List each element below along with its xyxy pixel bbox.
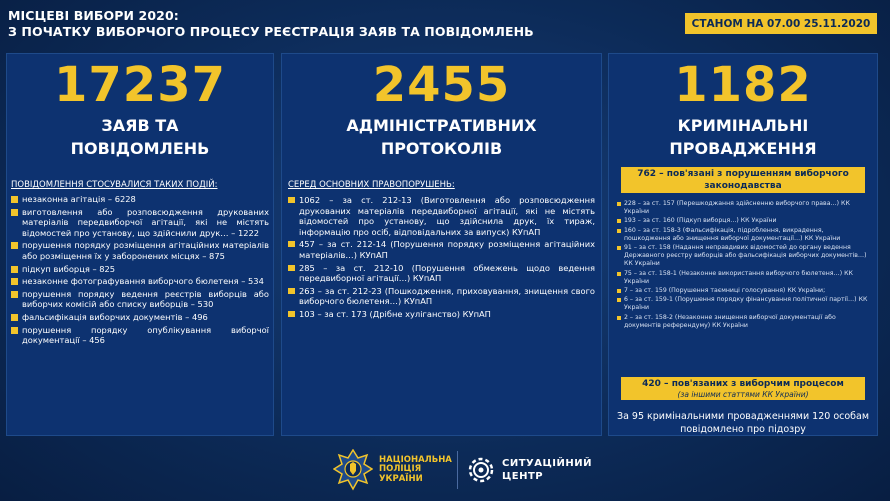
bullet-icon	[617, 289, 621, 293]
criminal-label-1: КРИМІНАЛЬНІ	[677, 116, 809, 135]
electoral-process-note: (за іншими статтями КК України)	[677, 390, 809, 399]
police-badge-icon	[333, 449, 373, 491]
bullet-icon	[288, 197, 295, 203]
electoral-process-count: 420 – пов'язаних з виборчим процесом	[642, 379, 844, 389]
police-name: НАЦІОНАЛЬНА ПОЛІЦІЯ УКРАЇНИ	[379, 454, 452, 484]
list-item: 193 – за ст. 160 (Підкуп виборця…) КК України	[617, 217, 871, 225]
list-item: 228 – за ст. 157 (Перешкоджання здійсненню виборчого права…) КК України	[617, 200, 871, 216]
protocols-label-1: АДМІНІСТРАТИВНИХ	[346, 116, 537, 135]
bullet-icon	[288, 311, 295, 317]
list-item: 91 – за ст. 158 (Надання неправдивих відомостей до органу ведення Державного реєстру виборців або фальсифікація виборчих документів…) КК України	[617, 244, 871, 268]
list-item: 103 – за ст. 173 (Дрібне хуліганство) КУпАП	[288, 309, 595, 320]
list-item: порушення порядку розміщення агітаційних матеріалів або розміщення їх у заборонених місцях – 875	[11, 240, 269, 261]
suspicion-note: За 95 кримінальними провадженнями 120 особам повідомлено про підозру	[616, 411, 870, 435]
list-item: порушення порядку ведення реєстрів виборців або виборчих комісій або списку виборців – 530	[11, 289, 269, 310]
bullet-icon	[288, 265, 295, 271]
protocols-list	[288, 195, 595, 322]
list-item: порушення порядку опублікування виборчої документації – 456	[11, 325, 269, 346]
list-item: 1062 – за ст. 212-13 (Виготовлення або розповсюдження друкованих матеріалів передвиборної агітації, які не містять відомостей про установу, що здійснила друк, їх тираж, інформацію про осіб, відповідальних за випуск) КУпАП	[288, 195, 595, 237]
protocols-section-title: СЕРЕД ОСНОВНИХ ПРАВОПОРУШЕНЬ:	[288, 180, 455, 190]
electoral-violations-box: 762 – пов'язані з порушенням виборчого законодавства	[621, 167, 865, 193]
panel-statements	[6, 53, 274, 436]
statements-label-2: ПОВІДОМЛЕНЬ	[70, 139, 210, 158]
list-item: 160 – за ст. 158-3 (Фальсифікація, підроблення, викрадення, пошкодження або знищення виборчої документації…) КК України	[617, 227, 871, 243]
list-item: виготовлення або розповсюдження друкованих матеріалів передвиборчої агітації, які не містять відомостей про установу, що здійснили друк… – 1222	[11, 207, 269, 239]
bullet-icon	[11, 278, 18, 285]
bullet-icon	[11, 291, 18, 298]
header	[8, 8, 534, 40]
bullet-icon	[11, 242, 18, 249]
statements-list	[11, 194, 269, 348]
page-subtitle: З ПОЧАТКУ ВИБОРЧОГО ПРОЦЕСУ РЕЄСТРАЦІЯ ЗАЯВ ТА ПОВІДОМЛЕНЬ	[8, 24, 534, 39]
bullet-icon	[288, 288, 295, 294]
footer-logos	[333, 445, 594, 495]
date-badge: СТАНОМ НА 07.00 25.11.2020	[685, 13, 877, 34]
bullet-icon	[617, 298, 621, 302]
bullet-icon	[11, 327, 18, 334]
list-item: 2 – за ст. 158-2 (Незаконне знищення виборчої документації або документів референдуму) КК України	[617, 314, 871, 330]
bullet-icon	[617, 246, 621, 250]
list-item: 263 – за ст. 212-23 (Пошкодження, приховування, знищення свого виборчого бюлетеня…) КУпАП	[288, 286, 595, 307]
criminal-list	[617, 200, 871, 331]
situation-center-name: СИТУАЦІЙНИЙ ЦЕНТР	[502, 458, 592, 482]
bullet-icon	[11, 209, 18, 216]
bullet-icon	[11, 196, 18, 203]
protocols-count: 2455	[372, 57, 511, 113]
bullet-icon	[617, 272, 621, 276]
criminal-label-2: ПРОВАДЖЕННЯ	[669, 139, 817, 158]
bullet-icon	[11, 314, 18, 321]
list-item: незаконна агітація – 6228	[11, 194, 269, 205]
list-item: підкуп виборця – 825	[11, 264, 269, 275]
footer-divider	[457, 451, 458, 489]
bullet-icon	[617, 229, 621, 233]
list-item: незаконне фотографування виборчого бюлетеня – 534	[11, 276, 269, 287]
bullet-icon	[617, 202, 621, 206]
list-item: фальсифікація виборчих документів – 496	[11, 312, 269, 323]
list-item: 75 – за ст. 158-1 (Незаконне використання виборчого бюлетеня…) КК України	[617, 270, 871, 286]
statements-section-title: ПОВІДОМЛЕННЯ СТОСУВАЛИСЯ ТАКИХ ПОДІЙ:	[11, 180, 218, 190]
criminal-count: 1182	[674, 57, 812, 113]
panel-criminal	[608, 53, 878, 436]
electoral-process-box	[621, 377, 865, 400]
list-item: 457 – за ст. 212-14 (Порушення порядку розміщення агітаційних матеріалів…) КУпАП	[288, 239, 595, 260]
bullet-icon	[617, 219, 621, 223]
protocols-label-2: ПРОТОКОЛІВ	[380, 139, 503, 158]
bullet-icon	[11, 266, 18, 273]
gear-icon	[464, 453, 498, 487]
bullet-icon	[288, 241, 295, 247]
list-item: 285 – за ст. 212-10 (Порушення обмежень щодо ведення передвиборної агітації…) КУпАП	[288, 263, 595, 284]
statements-count: 17237	[54, 57, 226, 113]
bullet-icon	[617, 316, 621, 320]
panel-protocols	[281, 53, 602, 436]
list-item: 7 – за ст. 159 (Порушення таємниці голосування) КК України;	[617, 287, 871, 295]
page-title: МІСЦЕВІ ВИБОРИ 2020:	[8, 8, 179, 23]
statements-label-1: ЗАЯВ ТА	[101, 116, 179, 135]
list-item: 6 – за ст. 159-1 (Порушення порядку фінансування політичної партії…) КК України	[617, 296, 871, 312]
